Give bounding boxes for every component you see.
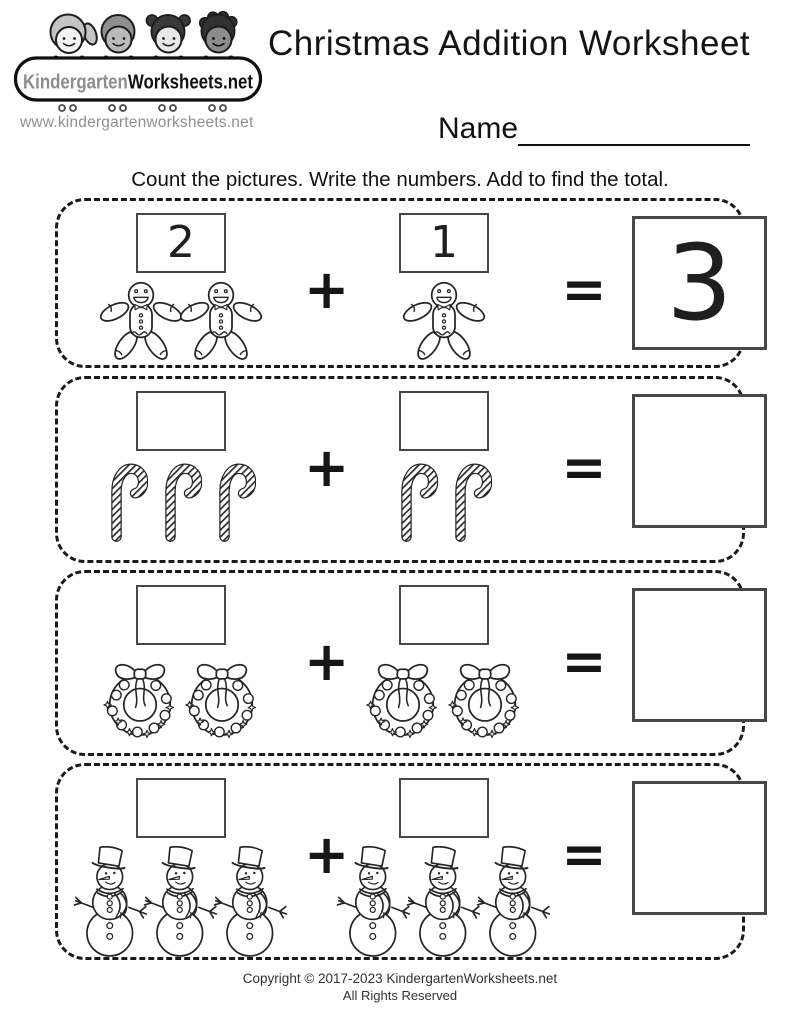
addend2-icons [396,459,492,543]
problem-row [55,570,745,756]
addend2-group [344,379,544,560]
wreath-icon [178,653,266,739]
addend2-icons [400,281,488,362]
gingerbread-man-icon [97,281,185,362]
addend2-box[interactable] [399,778,489,838]
equals-operator: = [561,436,607,499]
addend2-group [344,766,544,958]
kid-boy-curly [200,12,237,53]
logo-wordmark [23,71,264,94]
total-value: 3 [666,222,733,344]
footer [0,971,800,1003]
logo-text-gray: Kindergarten [23,71,148,94]
logo [12,8,264,125]
problem-row [55,198,745,368]
snowman-icon [71,846,151,958]
equals-operator: = [561,258,607,321]
addend1-group [58,379,304,560]
kid-girl-pigtails [147,15,191,53]
addend2-box[interactable] [399,585,489,645]
answer-column [600,379,767,560]
addend1-icons [106,459,256,543]
addend1-icons [71,846,291,958]
total-box[interactable] [632,588,767,722]
snowman-icon [334,846,414,958]
problem-row [55,763,745,960]
problems [55,198,745,960]
gingerbread-man-icon [177,281,265,362]
name-input-line[interactable] [518,108,750,146]
addend1-value: 2 [167,217,195,268]
addend2-box[interactable] [399,213,489,273]
addend1-box[interactable] [136,391,226,451]
addend2-box[interactable] [399,391,489,451]
addend1-icons [96,653,266,739]
logo-text-black: Worksheets.net [127,71,264,94]
candy-cane-icon [450,459,492,543]
name-label: Name [438,112,519,145]
equals-operator: = [561,823,607,886]
addend1-group [58,573,304,753]
gingerbread-man-icon [400,281,488,362]
plus-operator: + [304,436,350,499]
answer-column [600,573,767,753]
instruction: Count the pictures. Write the numbers. Add to find the total. [131,168,669,191]
addend1-box[interactable] [136,778,226,838]
addend1-icons [97,281,265,362]
answer-column [600,201,767,365]
candy-cane-icon [396,459,438,543]
copyright-line: Copyright © 2017-2023 KindergartenWorksheets.net [242,971,558,986]
wreath-icon [359,653,447,739]
snowman-icon [141,846,221,958]
problem-row [55,376,745,563]
total-box[interactable] [632,394,767,528]
snowman-icon [404,846,484,958]
name-row [438,108,750,146]
addend2-group [344,201,544,365]
plus-operator: + [304,823,350,886]
answer-column [600,766,767,958]
page-title: Christmas Addition Worksheet [268,24,751,63]
site-url: www.kindergartenworksheets.net [20,114,254,131]
logo-kids-graphic [12,8,264,120]
plus-operator: + [304,630,350,693]
addend2-value: 1 [430,217,458,268]
plus-operator: + [304,258,350,321]
addend2-icons [359,653,529,739]
wreath-icon [441,653,529,739]
snowman-icon [474,846,554,958]
equals-operator: = [561,630,607,693]
candy-cane-icon [214,459,256,543]
wreath-icon [96,653,184,739]
total-box[interactable] [632,781,767,915]
kid-girl-ponytail [51,15,100,54]
candy-cane-icon [106,459,148,543]
kid-boy-gray [102,15,135,53]
total-box[interactable] [632,216,767,350]
addend1-box[interactable] [136,213,226,273]
addend1-group [58,766,304,958]
addend1-group [58,201,304,365]
snowman-icon [211,846,291,958]
candy-cane-icon [160,459,202,543]
logo-legs [59,105,226,111]
addend1-box[interactable] [136,585,226,645]
addend2-icons [334,846,554,958]
addend2-group [344,573,544,753]
rights-line: All Rights Reserved [342,988,458,1003]
